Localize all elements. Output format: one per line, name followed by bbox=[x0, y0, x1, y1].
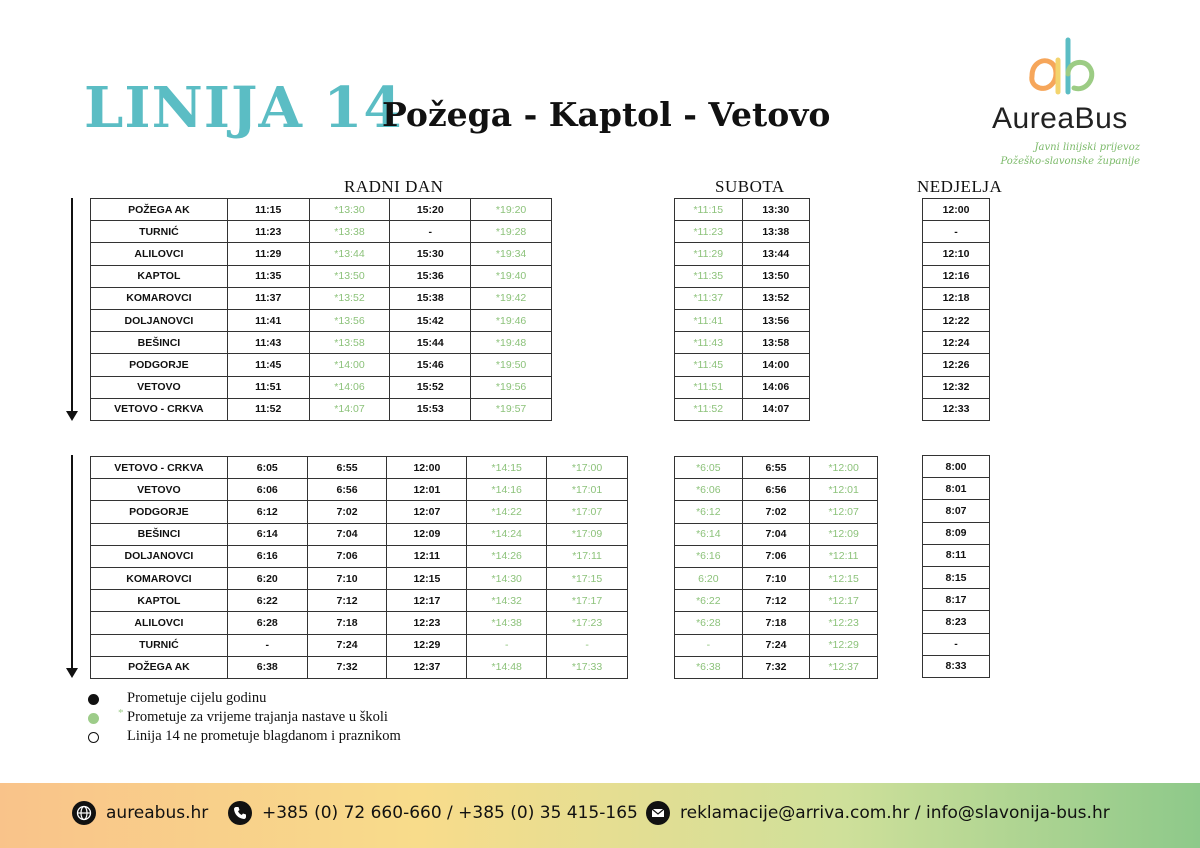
departure-time: 6:56 bbox=[742, 479, 810, 501]
departure-time: *14:30 bbox=[467, 567, 547, 589]
departure-time: 7:18 bbox=[307, 612, 387, 634]
stop-name: VETOVO - CRKVA bbox=[91, 457, 228, 479]
table-row bbox=[923, 478, 990, 500]
footer-phones[interactable] bbox=[228, 799, 638, 827]
departure-time: 6:28 bbox=[227, 612, 307, 634]
table-row bbox=[91, 376, 552, 398]
weekday-timetable-direction2 bbox=[90, 456, 628, 679]
departure-time: 7:04 bbox=[307, 523, 387, 545]
direction-arrow-icon bbox=[66, 198, 78, 423]
departure-time: 12:24 bbox=[923, 332, 990, 354]
departure-time: *11:23 bbox=[675, 221, 743, 243]
departure-time: *13:50 bbox=[309, 265, 390, 287]
departure-time: *17:00 bbox=[547, 457, 628, 479]
stop-name: DOLJANOVCI bbox=[91, 545, 228, 567]
table-row bbox=[923, 354, 990, 376]
departure-time: 12:07 bbox=[387, 501, 467, 523]
departure-time: 13:52 bbox=[742, 287, 809, 309]
departure-time: 12:33 bbox=[923, 398, 990, 420]
departure-time: 8:09 bbox=[923, 522, 990, 544]
departure-time: *11:35 bbox=[675, 265, 743, 287]
departure-time: 13:30 bbox=[742, 199, 809, 221]
departure-time: *12:23 bbox=[810, 612, 878, 634]
departure-time: *6:28 bbox=[675, 612, 743, 634]
table-row bbox=[91, 634, 628, 656]
table-row bbox=[923, 522, 990, 544]
stop-name: TURNIĆ bbox=[91, 634, 228, 656]
departure-time: *6:12 bbox=[675, 501, 743, 523]
table-row bbox=[675, 287, 810, 309]
departure-time: *19:50 bbox=[471, 354, 552, 376]
section-label-saturday: SUBOTA bbox=[715, 177, 785, 196]
departure-time: *12:11 bbox=[810, 545, 878, 567]
route-title: Požega - Kaptol - Vetovo bbox=[382, 95, 831, 134]
stop-name: ALILOVCI bbox=[91, 243, 228, 265]
departure-time: 15:53 bbox=[390, 398, 471, 420]
table-row bbox=[675, 457, 878, 479]
departure-time: *14:26 bbox=[467, 545, 547, 567]
stop-name: KOMAROVCI bbox=[91, 287, 228, 309]
table-row bbox=[91, 221, 552, 243]
table-row bbox=[675, 309, 810, 331]
departure-time: 7:10 bbox=[742, 567, 810, 589]
table-row bbox=[91, 309, 552, 331]
departure-time: 8:01 bbox=[923, 478, 990, 500]
table-row bbox=[675, 265, 810, 287]
aureabus-logo bbox=[980, 36, 1160, 176]
departure-time: *11:29 bbox=[675, 243, 743, 265]
departure-time: *11:37 bbox=[675, 287, 743, 309]
stop-name: TURNIĆ bbox=[91, 221, 228, 243]
departure-time: 6:12 bbox=[227, 501, 307, 523]
table-row bbox=[91, 398, 552, 420]
table-row bbox=[923, 633, 990, 655]
table-row bbox=[675, 221, 810, 243]
departure-time: - bbox=[467, 634, 547, 656]
departure-time: - bbox=[923, 221, 990, 243]
departure-time: - bbox=[227, 634, 307, 656]
table-row bbox=[675, 199, 810, 221]
legend-text: Prometuje za vrijeme trajanja nastave u školi bbox=[127, 709, 388, 725]
table-row bbox=[675, 634, 878, 656]
table-row bbox=[91, 501, 628, 523]
departure-time: *6:06 bbox=[675, 479, 743, 501]
departure-time: 8:07 bbox=[923, 500, 990, 522]
departure-time: *6:05 bbox=[675, 457, 743, 479]
table-row bbox=[923, 398, 990, 420]
departure-time: *19:40 bbox=[471, 265, 552, 287]
table-row bbox=[675, 332, 810, 354]
departure-time: 14:06 bbox=[742, 376, 809, 398]
departure-time: 6:55 bbox=[307, 457, 387, 479]
footer-emails[interactable] bbox=[646, 799, 1110, 827]
stop-name: POŽEGA AK bbox=[91, 656, 228, 678]
departure-time: 6:38 bbox=[227, 656, 307, 678]
table-row bbox=[923, 655, 990, 677]
departure-time: *6:14 bbox=[675, 523, 743, 545]
departure-time: 15:42 bbox=[390, 309, 471, 331]
aureabus-logo-mark bbox=[1024, 36, 1104, 100]
table-row bbox=[91, 199, 552, 221]
departure-time: 8:33 bbox=[923, 655, 990, 677]
table-row bbox=[91, 354, 552, 376]
stop-name: BEŠINCI bbox=[91, 523, 228, 545]
table-row bbox=[91, 332, 552, 354]
departure-time: *6:22 bbox=[675, 590, 743, 612]
departure-time: 15:46 bbox=[390, 354, 471, 376]
table-row bbox=[923, 566, 990, 588]
departure-time: *13:38 bbox=[309, 221, 390, 243]
departure-time: *11:41 bbox=[675, 309, 743, 331]
stop-name: PODGORJE bbox=[91, 501, 228, 523]
departure-time: 6:56 bbox=[307, 479, 387, 501]
departure-time: *14:24 bbox=[467, 523, 547, 545]
departure-time: 12:29 bbox=[387, 634, 467, 656]
table-row bbox=[923, 456, 990, 478]
stop-name: PODGORJE bbox=[91, 354, 228, 376]
departure-time: 13:44 bbox=[742, 243, 809, 265]
departure-time: 6:22 bbox=[227, 590, 307, 612]
departure-time: *17:33 bbox=[547, 656, 628, 678]
departure-time: *11:43 bbox=[675, 332, 743, 354]
direction-arrow-icon bbox=[66, 455, 78, 680]
departure-time: *12:09 bbox=[810, 523, 878, 545]
departure-time: 12:22 bbox=[923, 309, 990, 331]
table-row bbox=[923, 309, 990, 331]
table-row bbox=[923, 332, 990, 354]
table-row bbox=[675, 376, 810, 398]
stop-name: BEŠINCI bbox=[91, 332, 228, 354]
departure-time: 8:00 bbox=[923, 456, 990, 478]
table-row bbox=[675, 354, 810, 376]
departure-time: 15:36 bbox=[390, 265, 471, 287]
departure-time: 8:17 bbox=[923, 589, 990, 611]
departure-time: 12:01 bbox=[387, 479, 467, 501]
departure-time: 12:37 bbox=[387, 656, 467, 678]
departure-time: *19:56 bbox=[471, 376, 552, 398]
departure-time: 14:07 bbox=[742, 398, 809, 420]
departure-time: 11:29 bbox=[227, 243, 309, 265]
departure-time: 7:06 bbox=[307, 545, 387, 567]
departure-time: *14:16 bbox=[467, 479, 547, 501]
departure-time: *17:11 bbox=[547, 545, 628, 567]
departure-time: 14:00 bbox=[742, 354, 809, 376]
departure-time: *14:00 bbox=[309, 354, 390, 376]
departure-time: 12:26 bbox=[923, 354, 990, 376]
globe-icon bbox=[72, 801, 96, 825]
footer bbox=[0, 783, 1200, 848]
departure-time: 11:15 bbox=[227, 199, 309, 221]
departure-time: 6:05 bbox=[227, 457, 307, 479]
departure-time: 7:32 bbox=[307, 656, 387, 678]
departure-time: - bbox=[923, 633, 990, 655]
departure-time: 6:06 bbox=[227, 479, 307, 501]
departure-time: *12:15 bbox=[810, 567, 878, 589]
departure-time: 15:44 bbox=[390, 332, 471, 354]
departure-time: 12:32 bbox=[923, 376, 990, 398]
departure-time: 6:16 bbox=[227, 545, 307, 567]
table-row bbox=[923, 221, 990, 243]
table-row bbox=[675, 243, 810, 265]
departure-time: *13:56 bbox=[309, 309, 390, 331]
departure-time: *12:37 bbox=[810, 656, 878, 678]
table-row bbox=[675, 656, 878, 678]
hollow-dot-icon bbox=[88, 732, 99, 743]
line-title: LINIJA 14 bbox=[84, 75, 404, 141]
stop-name: VETOVO - CRKVA bbox=[91, 398, 228, 420]
departure-time: *12:17 bbox=[810, 590, 878, 612]
departure-time: - bbox=[390, 221, 471, 243]
departure-time: 12:00 bbox=[387, 457, 467, 479]
departure-time: *19:57 bbox=[471, 398, 552, 420]
table-row bbox=[923, 611, 990, 633]
departure-time: *12:29 bbox=[810, 634, 878, 656]
table-row bbox=[675, 523, 878, 545]
departure-time: *14:32 bbox=[467, 590, 547, 612]
logo-tagline: Javni linijski prijevoz bbox=[1034, 142, 1140, 153]
saturday-timetable-direction1 bbox=[674, 198, 810, 421]
departure-time: 7:12 bbox=[742, 590, 810, 612]
departure-time: *19:46 bbox=[471, 309, 552, 331]
table-row bbox=[923, 199, 990, 221]
departure-time: 15:30 bbox=[390, 243, 471, 265]
departure-time: *14:22 bbox=[467, 501, 547, 523]
departure-time: *11:15 bbox=[675, 199, 743, 221]
departure-time: 7:18 bbox=[742, 612, 810, 634]
departure-time: 15:52 bbox=[390, 376, 471, 398]
stop-name: KOMAROVCI bbox=[91, 567, 228, 589]
stop-name: VETOVO bbox=[91, 479, 228, 501]
table-row bbox=[675, 590, 878, 612]
departure-time: 15:20 bbox=[390, 199, 471, 221]
departure-time: 7:06 bbox=[742, 545, 810, 567]
website-link[interactable]: aureabus.hr bbox=[106, 803, 209, 823]
table-row bbox=[91, 265, 552, 287]
table-row bbox=[923, 265, 990, 287]
departure-time: 7:10 bbox=[307, 567, 387, 589]
weekday-timetable-direction1 bbox=[90, 198, 552, 421]
departure-time: *13:52 bbox=[309, 287, 390, 309]
departure-time: 7:12 bbox=[307, 590, 387, 612]
departure-time: *13:58 bbox=[309, 332, 390, 354]
table-row bbox=[923, 243, 990, 265]
departure-time: *6:16 bbox=[675, 545, 743, 567]
table-row bbox=[91, 479, 628, 501]
departure-time: *17:01 bbox=[547, 479, 628, 501]
departure-time: *17:17 bbox=[547, 590, 628, 612]
departure-time: 13:50 bbox=[742, 265, 809, 287]
logo-name: AureaBus bbox=[992, 102, 1128, 135]
departure-time: - bbox=[675, 634, 743, 656]
departure-time: *13:44 bbox=[309, 243, 390, 265]
table-row bbox=[675, 479, 878, 501]
departure-time: 7:02 bbox=[742, 501, 810, 523]
departure-time: 7:24 bbox=[307, 634, 387, 656]
table-row bbox=[923, 287, 990, 309]
departure-time: 6:14 bbox=[227, 523, 307, 545]
departure-time: *11:51 bbox=[675, 376, 743, 398]
table-row bbox=[923, 376, 990, 398]
departure-time: *19:42 bbox=[471, 287, 552, 309]
phone-icon bbox=[228, 801, 252, 825]
table-row bbox=[923, 589, 990, 611]
departure-time: *11:45 bbox=[675, 354, 743, 376]
departure-time: *14:06 bbox=[309, 376, 390, 398]
departure-time: - bbox=[547, 634, 628, 656]
departure-time: *19:34 bbox=[471, 243, 552, 265]
departure-time: *14:15 bbox=[467, 457, 547, 479]
departure-time: 11:37 bbox=[227, 287, 309, 309]
stop-name: DOLJANOVCI bbox=[91, 309, 228, 331]
table-row bbox=[91, 243, 552, 265]
departure-time: *19:28 bbox=[471, 221, 552, 243]
table-row bbox=[923, 500, 990, 522]
table-row bbox=[675, 398, 810, 420]
departure-time: 7:04 bbox=[742, 523, 810, 545]
green-dot-icon bbox=[88, 713, 99, 724]
table-row bbox=[91, 612, 628, 634]
footer-website[interactable] bbox=[72, 799, 208, 827]
departure-time: 12:17 bbox=[387, 590, 467, 612]
stop-name: VETOVO bbox=[91, 376, 228, 398]
departure-time: *14:38 bbox=[467, 612, 547, 634]
table-row bbox=[91, 287, 552, 309]
departure-time: *17:07 bbox=[547, 501, 628, 523]
departure-time: 12:18 bbox=[923, 287, 990, 309]
table-row bbox=[675, 567, 878, 589]
table-row bbox=[675, 545, 878, 567]
sunday-timetable-direction2 bbox=[922, 455, 990, 678]
table-row bbox=[675, 501, 878, 523]
departure-time: 12:10 bbox=[923, 243, 990, 265]
departure-time: 11:45 bbox=[227, 354, 309, 376]
departure-time: 12:23 bbox=[387, 612, 467, 634]
departure-time: 12:09 bbox=[387, 523, 467, 545]
logo-tagline: Požeško-slavonske županije bbox=[1000, 156, 1140, 167]
phone-numbers[interactable]: +385 (0) 72 660-660 / +385 (0) 35 415-165 bbox=[262, 803, 638, 823]
departure-time: *14:07 bbox=[309, 398, 390, 420]
table-row bbox=[91, 457, 628, 479]
departure-time: 12:15 bbox=[387, 567, 467, 589]
departure-time: 8:11 bbox=[923, 544, 990, 566]
departure-time: *12:00 bbox=[810, 457, 878, 479]
departure-time: *11:52 bbox=[675, 398, 743, 420]
section-label-sunday: NEDJELJA bbox=[917, 177, 1003, 196]
email-addresses[interactable]: reklamacije@arriva.com.hr / info@slavonija-bus.hr bbox=[680, 803, 1110, 823]
black-dot-icon bbox=[88, 694, 99, 705]
departure-time: *17:15 bbox=[547, 567, 628, 589]
departure-time: 11:35 bbox=[227, 265, 309, 287]
legend-text: Linija 14 ne prometuje blagdanom i praznikom bbox=[127, 728, 401, 744]
departure-time: 12:16 bbox=[923, 265, 990, 287]
table-row bbox=[675, 612, 878, 634]
departure-time: 11:52 bbox=[227, 398, 309, 420]
departure-time: 13:56 bbox=[742, 309, 809, 331]
legend-text: Prometuje cijelu godinu bbox=[127, 690, 267, 706]
departure-time: 11:51 bbox=[227, 376, 309, 398]
departure-time: *19:48 bbox=[471, 332, 552, 354]
mail-icon bbox=[646, 801, 670, 825]
departure-time: *13:30 bbox=[309, 199, 390, 221]
table-row bbox=[91, 656, 628, 678]
departure-time: 6:20 bbox=[227, 567, 307, 589]
departure-time: 12:11 bbox=[387, 545, 467, 567]
departure-time: *12:07 bbox=[810, 501, 878, 523]
stop-name: KAPTOL bbox=[91, 265, 228, 287]
departure-time: 6:20 bbox=[675, 567, 743, 589]
section-label-weekday: RADNI DAN bbox=[344, 177, 444, 196]
stop-name: POŽEGA AK bbox=[91, 199, 228, 221]
departure-time: 13:38 bbox=[742, 221, 809, 243]
departure-time: 15:38 bbox=[390, 287, 471, 309]
departure-time: *14:48 bbox=[467, 656, 547, 678]
table-row bbox=[91, 545, 628, 567]
departure-time: *17:23 bbox=[547, 612, 628, 634]
departure-time: *19:20 bbox=[471, 199, 552, 221]
departure-time: 7:24 bbox=[742, 634, 810, 656]
departure-time: 7:32 bbox=[742, 656, 810, 678]
departure-time: 7:02 bbox=[307, 501, 387, 523]
legend-star: * bbox=[118, 707, 124, 719]
departure-time: 6:55 bbox=[742, 457, 810, 479]
table-row bbox=[91, 590, 628, 612]
departure-time: *17:09 bbox=[547, 523, 628, 545]
departure-time: 11:23 bbox=[227, 221, 309, 243]
departure-time: 11:43 bbox=[227, 332, 309, 354]
departure-time: 12:00 bbox=[923, 199, 990, 221]
departure-time: 8:23 bbox=[923, 611, 990, 633]
departure-time: *12:01 bbox=[810, 479, 878, 501]
table-row bbox=[91, 567, 628, 589]
departure-time: 13:58 bbox=[742, 332, 809, 354]
departure-time: 11:41 bbox=[227, 309, 309, 331]
sunday-timetable-direction1 bbox=[922, 198, 990, 421]
stop-name: KAPTOL bbox=[91, 590, 228, 612]
table-row bbox=[923, 544, 990, 566]
stop-name: ALILOVCI bbox=[91, 612, 228, 634]
saturday-timetable-direction2 bbox=[674, 456, 878, 679]
departure-time: *6:38 bbox=[675, 656, 743, 678]
table-row bbox=[91, 523, 628, 545]
departure-time: 8:15 bbox=[923, 566, 990, 588]
